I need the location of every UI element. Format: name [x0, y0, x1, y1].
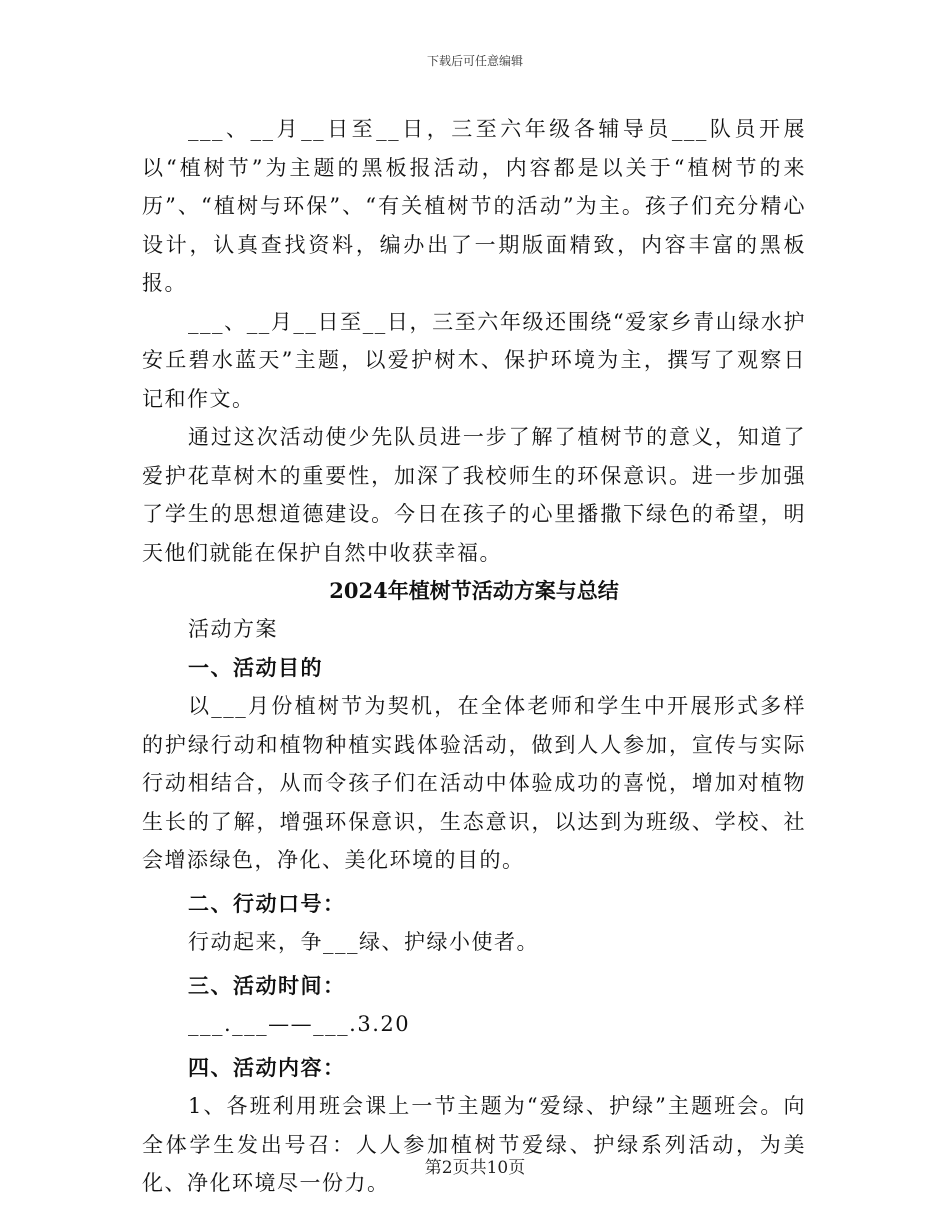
document-body	[142, 110, 806, 1203]
section-heading-slogan: 二、行动口号：	[188, 890, 346, 916]
section-text-content: 1、各班利用班会课上一节主题为“爱绿、护绿”主题班会。向全体学生发出号召：人人参加植树节爱绿、护绿系列活动，为美化、净化环境尽一份力。	[142, 1094, 806, 1195]
paragraph-essay: ___、__月__日至__日，三至六年级还围绕“爱家乡青山绿水护安丘碧水蓝天”主题，以爱护树木、保护环境为主，撰写了观察日记和作文。	[142, 309, 806, 411]
section-heading-content: 四、活动内容：	[188, 1054, 346, 1080]
paragraph-blackboard: ___、__月__日至__日，三至六年级各辅导员___队员开展以“植树节”为主题的黑板报活动，内容都是以关于“植树节的来历”、“植树与环保”、“有关植树节的活动”为主。孩子们充分精心设计，认真查找资料，编办出了一期版面精致，内容丰富的黑板报。	[142, 117, 806, 295]
section-heading-time: 三、活动时间：	[188, 972, 346, 998]
plan-label: 活动方案	[188, 617, 278, 641]
section-text-purpose: 以___月份植树节为契机，在全体老师和学生中开展形式多样的护绿行动和植物种植实践体验活动，做到人人参加，宣传与实际行动相结合，从而令孩子们在活动中体验成功的喜悦，增加对植物生长的了解，增强环保意识，生态意识，以达到为班级、学校、社会增添绿色，净化、美化环境的目的。	[142, 694, 806, 872]
page-header-note: 下载后可任意编辑	[426, 54, 523, 68]
section-text-time: ___.___——___.3.20	[188, 1012, 411, 1036]
document-title: 2024年植树节活动方案与总结	[329, 578, 619, 603]
section-heading-purpose: 一、活动目的	[188, 654, 323, 680]
page-footer-number: 第2页共10页	[424, 1158, 526, 1178]
paragraph-summary: 通过这次活动使少先队员进一步了解了植树节的意义，知道了爱护花草树木的重要性，加深了我校师生的环保意识。进一步加强了学生的思想道德建设。今日在孩子的心里播撒下绿色的希望，明天他们就能在保护自然中收获幸福。	[142, 425, 806, 565]
section-text-slogan: 行动起来，争___绿、护绿小使者。	[188, 930, 539, 954]
